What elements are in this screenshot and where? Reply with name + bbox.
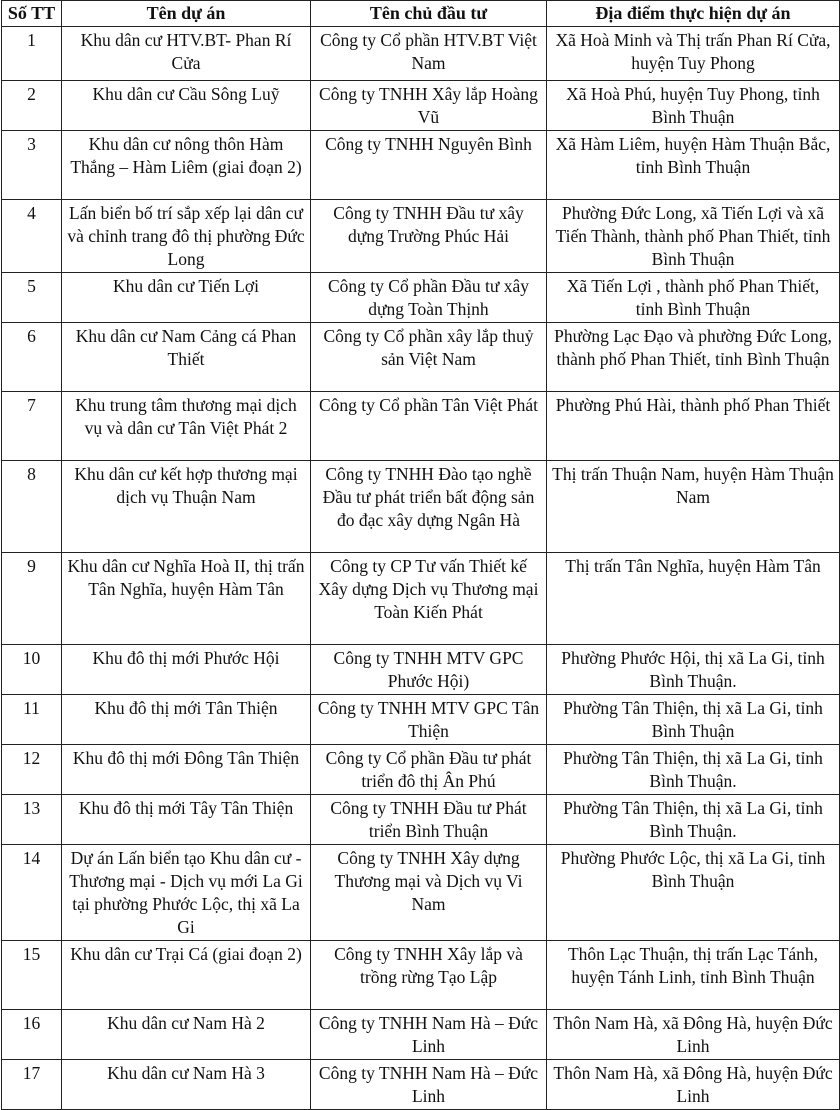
project-location: Xã Hoà Minh và Thị trấn Phan Rí Cửa, huyện Tuy Phong [547, 27, 840, 81]
row-number: 6 [2, 323, 62, 392]
row-number: 11 [2, 695, 62, 745]
investor-name: Công ty Cổ phần Đầu tư xây dựng Toàn Thịnh [311, 273, 547, 323]
table-row [2, 845, 840, 941]
row-number: 7 [2, 392, 62, 461]
row-number: 14 [2, 845, 62, 941]
project-location: Thôn Lạc Thuận, thị trấn Lạc Tánh, huyện Tánh Linh, tỉnh Bình Thuận [547, 941, 840, 1010]
project-location: Xã Hàm Liêm, huyện Hàm Thuận Bắc, tỉnh Bình Thuận [547, 131, 840, 200]
row-number: 10 [2, 645, 62, 695]
table-header-row [2, 1, 840, 27]
project-name: Khu dân cư kết hợp thương mại dịch vụ Thuận Nam [62, 461, 311, 553]
row-number: 2 [2, 81, 62, 131]
project-location: Xã Hoà Phú, huyện Tuy Phong, tỉnh Bình Thuận [547, 81, 840, 131]
investor-name: Công ty TNHH Xây lắp và trồng rừng Tạo Lập [311, 941, 547, 1010]
investor-name: Công ty TNHH Nam Hà – Đức Linh [311, 1010, 547, 1060]
project-location: Phường Phú Hài, thành phố Phan Thiết [547, 392, 840, 461]
project-name: Khu dân cư Cầu Sông Luỹ [62, 81, 311, 131]
project-name: Khu dân cư Nghĩa Hoà II, thị trấn Tân Nghĩa, huyện Hàm Tân [62, 553, 311, 645]
project-location: Phường Tân Thiện, thị xã La Gi, tỉnh Bình Thuận. [547, 745, 840, 795]
table-row [2, 461, 840, 553]
row-number: 4 [2, 200, 62, 273]
header-investor: Tên chủ đầu tư [311, 1, 547, 27]
row-number: 17 [2, 1060, 62, 1110]
project-location: Phường Lạc Đạo và phường Đức Long, thành phố Phan Thiết, tỉnh Bình Thuận [547, 323, 840, 392]
investor-name: Công ty TNHH Xây dựng Thương mại và Dịch vụ Vi Nam [311, 845, 547, 941]
investor-name: Công ty TNHH MTV GPC Tân Thiện [311, 695, 547, 745]
project-name: Khu trung tâm thương mại dịch vụ và dân cư Tân Việt Phát 2 [62, 392, 311, 461]
table-row [2, 1010, 840, 1060]
investor-name: Công ty TNHH MTV GPC Phước Hội) [311, 645, 547, 695]
project-name: Lấn biển bố trí sắp xếp lại dân cư và chỉnh trang đô thị phường Đức Long [62, 200, 311, 273]
project-location: Phường Tân Thiện, thị xã La Gi, tỉnh Bình Thuận. [547, 795, 840, 845]
header-location: Địa điểm thực hiện dự án [547, 1, 840, 27]
table-row [2, 745, 840, 795]
table-row [2, 941, 840, 1010]
investor-name: Công ty TNHH Nguyên Bình [311, 131, 547, 200]
project-location: Phường Tân Thiện, thị xã La Gi, tỉnh Bình Thuận [547, 695, 840, 745]
table-row [2, 27, 840, 81]
project-location: Thôn Nam Hà, xã Đông Hà, huyện Đức Linh [547, 1010, 840, 1060]
row-number: 13 [2, 795, 62, 845]
table-row [2, 1060, 840, 1110]
investor-name: Công ty TNHH Đào tạo nghề Đầu tư phát triển bất động sản đo đạc xây dựng Ngân Hà [311, 461, 547, 553]
row-number: 9 [2, 553, 62, 645]
investor-name: Công ty Cổ phần Tân Việt Phát [311, 392, 547, 461]
row-number: 1 [2, 27, 62, 81]
row-number: 15 [2, 941, 62, 1010]
project-location: Thị trấn Tân Nghĩa, huyện Hàm Tân [547, 553, 840, 645]
table-row [2, 200, 840, 273]
project-table [1, 0, 840, 1110]
table-row [2, 323, 840, 392]
project-location: Thị trấn Thuận Nam, huyện Hàm Thuận Nam [547, 461, 840, 553]
table-body [2, 27, 840, 1110]
project-name: Khu đô thị mới Phước Hội [62, 645, 311, 695]
project-location: Thôn Nam Hà, xã Đông Hà, huyện Đức Linh [547, 1060, 840, 1110]
project-location: Phường Phước Hội, thị xã La Gi, tỉnh Bình Thuận. [547, 645, 840, 695]
project-location: Phường Phước Lộc, thị xã La Gi, tỉnh Bình Thuận [547, 845, 840, 941]
table-row [2, 81, 840, 131]
project-name: Khu dân cư Trại Cá (giai đoạn 2) [62, 941, 311, 1010]
project-name: Khu dân cư Tiến Lợi [62, 273, 311, 323]
project-name: Dự án Lấn biển tạo Khu dân cư - Thương mại - Dịch vụ mới La Gi tại phường Phước Lộc, thị xã La Gi [62, 845, 311, 941]
project-name: Khu dân cư Nam Hà 2 [62, 1010, 311, 1060]
investor-name: Công ty CP Tư vấn Thiết kế Xây dựng Dịch vụ Thương mại Toàn Kiến Phát [311, 553, 547, 645]
header-project-name: Tên dự án [62, 1, 311, 27]
investor-name: Công ty Cổ phần HTV.BT Việt Nam [311, 27, 547, 81]
project-name: Khu đô thị mới Đông Tân Thiện [62, 745, 311, 795]
investor-name: Công ty Cổ phần xây lắp thuỷ sản Việt Nam [311, 323, 547, 392]
project-name: Khu đô thị mới Tây Tân Thiện [62, 795, 311, 845]
table-row [2, 695, 840, 745]
project-location: Xã Tiến Lợi , thành phố Phan Thiết, tỉnh Bình Thuận [547, 273, 840, 323]
investor-name: Công ty TNHH Nam Hà – Đức Linh [311, 1060, 547, 1110]
table-row [2, 645, 840, 695]
project-name: Khu dân cư HTV.BT- Phan Rí Cửa [62, 27, 311, 81]
investor-name: Công ty TNHH Đầu tư xây dựng Trường Phúc Hải [311, 200, 547, 273]
header-stt: Số TT [2, 1, 62, 27]
table-row [2, 131, 840, 200]
project-name: Khu đô thị mới Tân Thiện [62, 695, 311, 745]
row-number: 12 [2, 745, 62, 795]
table-row [2, 553, 840, 645]
row-number: 5 [2, 273, 62, 323]
project-name: Khu dân cư Nam Hà 3 [62, 1060, 311, 1110]
table-row [2, 392, 840, 461]
row-number: 16 [2, 1010, 62, 1060]
project-name: Khu dân cư Nam Cảng cá Phan Thiết [62, 323, 311, 392]
investor-name: Công ty TNHH Xây lắp Hoàng Vũ [311, 81, 547, 131]
row-number: 8 [2, 461, 62, 553]
table-row [2, 273, 840, 323]
investor-name: Công ty TNHH Đầu tư Phát triển Bình Thuận [311, 795, 547, 845]
project-name: Khu dân cư nông thôn Hàm Thắng – Hàm Liêm (giai đoạn 2) [62, 131, 311, 200]
table-row [2, 795, 840, 845]
project-location: Phường Đức Long, xã Tiến Lợi và xã Tiến Thành, thành phố Phan Thiết, tỉnh Bình Thuận [547, 200, 840, 273]
investor-name: Công ty Cổ phần Đầu tư phát triển đô thị Ân Phú [311, 745, 547, 795]
row-number: 3 [2, 131, 62, 200]
